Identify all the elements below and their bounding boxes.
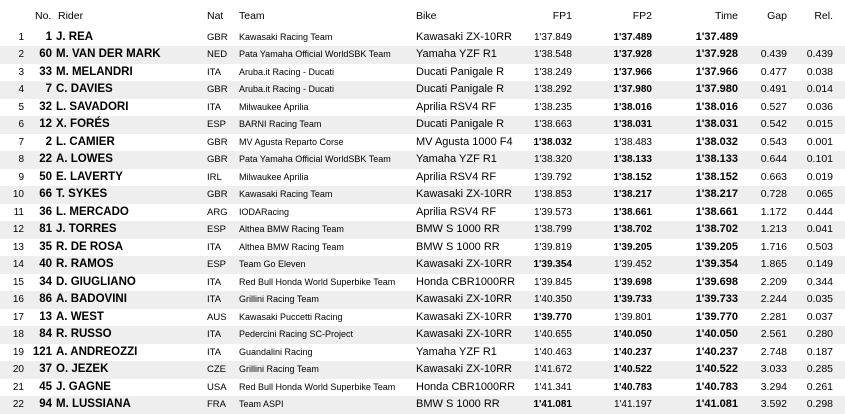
cell-fp1: 1'39.770 <box>533 311 572 323</box>
cell-fp2: 1'38.133 <box>613 154 652 166</box>
cell-rider: A. ANDREOZZI <box>56 345 138 358</box>
cell-pos: 9 <box>18 171 24 183</box>
cell-team: IODARacing <box>239 206 290 217</box>
cell-team: Red Bull Honda World Superbike Team <box>239 276 396 287</box>
cell-time: 1'38.661 <box>695 205 738 218</box>
cell-rel: 0.439 <box>806 48 833 61</box>
cell-fp1: 1'39.573 <box>533 206 572 218</box>
cell-fp1: 1'40.350 <box>533 294 572 306</box>
cell-time: 1'39.770 <box>695 310 738 323</box>
cell-time: 1'37.928 <box>695 48 738 61</box>
cell-nat: GBR <box>207 84 228 96</box>
cell-bike: Kawasaki ZX-10RR <box>416 363 512 376</box>
cell-gap: 1.865 <box>760 258 787 271</box>
cell-rel: 0.038 <box>806 65 833 78</box>
cell-nat: ITA <box>207 276 222 288</box>
cell-time: 1'37.489 <box>695 30 738 43</box>
cell-rel: 0.037 <box>806 310 833 323</box>
cell-rider: L. CAMIER <box>56 135 115 148</box>
cell-bike: Yamaha YZF R1 <box>416 48 497 61</box>
cell-fp1: 1'38.320 <box>533 154 572 166</box>
cell-time: 1'40.237 <box>695 345 738 358</box>
cell-bike: BMW S 1000 RR <box>416 240 500 253</box>
cell-bike: BMW S 1000 RR <box>416 398 500 411</box>
cell-team: Grillini Racing Team <box>239 294 319 305</box>
header-fp1: FP1 <box>552 10 572 22</box>
cell-rider: J. REA <box>56 30 94 43</box>
header-rider: Rider <box>58 10 84 22</box>
cell-rel: 0.344 <box>806 275 833 288</box>
cell-team: Pata Yamaha Official WorldSBK Team <box>239 49 391 60</box>
header-fp2: FP2 <box>632 10 652 22</box>
cell-fp1: 1'39.819 <box>533 241 572 253</box>
cell-bike: Honda CBR1000RR <box>416 380 516 393</box>
cell-gap: 1.172 <box>760 205 787 218</box>
table-row <box>0 134 845 152</box>
cell-rider: A. BADOVINI <box>56 293 127 306</box>
cell-fp1: 1'40.655 <box>533 329 572 341</box>
cell-rel: 0.015 <box>806 118 833 131</box>
cell-bike: Kawasaki ZX-10RR <box>416 30 512 43</box>
cell-nat: ITA <box>207 66 222 78</box>
table-row <box>0 116 845 134</box>
cell-pos: 21 <box>12 381 24 393</box>
cell-rel: 0.261 <box>806 380 833 393</box>
cell-pos: 2 <box>18 49 24 61</box>
cell-rider: J. TORRES <box>56 223 117 236</box>
cell-nat: ITA <box>207 101 222 113</box>
cell-fp1: 1'39.792 <box>533 171 572 183</box>
cell-bike: Aprilia RSV4 RF <box>416 100 497 113</box>
cell-rider: C. DAVIES <box>56 83 113 96</box>
cell-gap: 3.294 <box>760 380 787 393</box>
header-gap: Gap <box>767 10 787 22</box>
cell-rel: 0.503 <box>806 240 833 253</box>
cell-time: 1'39.733 <box>695 293 738 306</box>
cell-fp2: 1'38.031 <box>613 119 652 131</box>
cell-team: MV Agusta Reparto Corse <box>239 136 344 147</box>
cell-no: 94 <box>39 398 52 411</box>
cell-fp1: 1'41.341 <box>533 381 572 393</box>
cell-rider: R. DE ROSA <box>56 240 124 253</box>
cell-bike: Kawasaki ZX-10RR <box>416 258 512 271</box>
table-row <box>0 326 845 344</box>
cell-nat: ESP <box>207 224 227 236</box>
cell-pos: 17 <box>12 311 24 323</box>
cell-no: 7 <box>45 83 52 96</box>
cell-no: 40 <box>39 258 52 271</box>
cell-no: 36 <box>39 205 52 218</box>
cell-gap: 0.491 <box>760 83 787 96</box>
cell-rel: 0.149 <box>806 258 833 271</box>
header-no: No. <box>35 10 52 22</box>
cell-no: 37 <box>39 363 52 376</box>
cell-rider: L. SAVADORI <box>56 100 129 113</box>
cell-gap: 2.244 <box>760 293 787 306</box>
cell-pos: 20 <box>12 364 24 376</box>
cell-rel: 0.036 <box>806 100 833 113</box>
cell-bike: Ducati Panigale R <box>416 65 505 78</box>
cell-gap: 0.728 <box>760 188 787 201</box>
cell-nat: GBR <box>207 154 228 166</box>
cell-no: 1 <box>45 30 52 43</box>
cell-time: 1'38.031 <box>695 118 738 131</box>
cell-time: 1'39.205 <box>695 240 738 253</box>
cell-team: Pata Yamaha Official WorldSBK Team <box>239 154 391 165</box>
cell-no: 45 <box>39 380 52 393</box>
table-row <box>0 151 845 169</box>
table-row <box>0 64 845 82</box>
cell-nat: ESP <box>207 119 227 131</box>
cell-time: 1'38.152 <box>695 170 738 183</box>
cell-nat: ITA <box>207 241 222 253</box>
cell-bike: Aprilia RSV4 RF <box>416 205 497 218</box>
table-row <box>0 274 845 292</box>
cell-pos: 14 <box>12 259 24 271</box>
cell-bike: Kawasaki ZX-10RR <box>416 328 512 341</box>
cell-bike: MV Agusta 1000 F4 <box>416 135 513 148</box>
cell-team: Kawasaki Racing Team <box>239 189 333 200</box>
cell-gap: 0.542 <box>760 118 787 131</box>
cell-bike: Aprilia RSV4 RF <box>416 170 497 183</box>
cell-gap: 0.439 <box>760 48 787 61</box>
table-row <box>0 99 845 117</box>
cell-rider: M. MELANDRI <box>56 65 133 78</box>
table-row <box>0 291 845 309</box>
table-row <box>0 221 845 239</box>
cell-pos: 6 <box>18 119 24 131</box>
cell-no: 35 <box>39 240 52 253</box>
cell-time: 1'37.980 <box>695 83 738 96</box>
cell-pos: 22 <box>12 399 24 411</box>
cell-team: Team ASPI <box>239 399 284 410</box>
cell-fp2: 1'38.217 <box>613 189 652 201</box>
cell-fp1: 1'38.548 <box>533 49 572 61</box>
cell-rel: 0.014 <box>806 83 833 96</box>
cell-fp2: 1'39.698 <box>613 276 652 288</box>
cell-team: Milwaukee Aprilia <box>239 171 309 182</box>
cell-team: Team Go Eleven <box>239 259 306 270</box>
cell-fp2: 1'38.152 <box>613 171 652 183</box>
cell-fp2: 1'37.966 <box>613 66 652 78</box>
table-row <box>0 379 845 397</box>
cell-fp2: 1'37.928 <box>613 49 652 61</box>
cell-fp1: 1'39.845 <box>533 276 572 288</box>
cell-rel: 0.280 <box>806 328 833 341</box>
cell-fp2: 1'38.016 <box>613 101 652 113</box>
cell-no: 86 <box>39 293 52 306</box>
cell-rel: 0.001 <box>806 135 833 148</box>
cell-no: 12 <box>39 118 52 131</box>
cell-time: 1'40.050 <box>695 328 738 341</box>
cell-nat: ARG <box>207 206 228 218</box>
cell-fp1: 1'37.849 <box>533 31 572 43</box>
cell-pos: 4 <box>18 84 24 96</box>
cell-bike: Kawasaki ZX-10RR <box>416 188 512 201</box>
cell-rider: M. VAN DER MARK <box>56 48 161 61</box>
cell-time: 1'39.354 <box>695 258 738 271</box>
header-rel: Rel. <box>814 10 833 22</box>
cell-team: Milwaukee Aprilia <box>239 101 309 112</box>
cell-time: 1'38.016 <box>695 100 738 113</box>
cell-bike: Honda CBR1000RR <box>416 275 516 288</box>
cell-team: Guandalini Racing <box>239 346 313 357</box>
cell-gap: 2.561 <box>760 328 787 341</box>
cell-gap: 0.527 <box>760 100 787 113</box>
cell-nat: ITA <box>207 346 222 358</box>
cell-nat: FRA <box>207 399 226 411</box>
cell-fp1: 1'41.672 <box>533 364 572 376</box>
cell-bike: Yamaha YZF R1 <box>416 153 497 166</box>
cell-rider: J. GAGNE <box>56 380 111 393</box>
cell-fp2: 1'40.783 <box>613 381 652 393</box>
cell-pos: 10 <box>12 189 24 201</box>
cell-fp2: 1'40.237 <box>613 346 652 358</box>
cell-fp2: 1'41.197 <box>613 399 652 411</box>
cell-pos: 12 <box>12 224 24 236</box>
table-row <box>0 309 845 327</box>
cell-rider: R. RUSSO <box>56 328 112 341</box>
cell-nat: CZE <box>207 364 226 376</box>
cell-team: Red Bull Honda World Superbike Team <box>239 381 396 392</box>
cell-time: 1'38.702 <box>695 223 738 236</box>
cell-fp2: 1'39.801 <box>613 311 652 323</box>
cell-fp2: 1'37.980 <box>613 84 652 96</box>
cell-bike: Ducati Panigale R <box>416 83 505 96</box>
table-row <box>0 186 845 204</box>
table-row <box>0 344 845 362</box>
cell-no: 2 <box>45 135 52 148</box>
cell-team: Grillini Racing Team <box>239 364 319 375</box>
cell-nat: GBR <box>207 136 228 148</box>
cell-rider: D. GIUGLIANO <box>56 275 136 288</box>
cell-no: 60 <box>39 48 52 61</box>
cell-rel: 0.444 <box>806 205 833 218</box>
header-bike: Bike <box>416 10 437 22</box>
cell-no: 66 <box>39 188 52 201</box>
cell-rel: 0.065 <box>806 188 833 201</box>
table-row <box>0 29 845 47</box>
cell-fp2: 1'39.733 <box>613 294 652 306</box>
table-header <box>0 8 845 26</box>
table-row <box>0 239 845 257</box>
cell-bike: Kawasaki ZX-10RR <box>416 293 512 306</box>
cell-team: Aruba.it Racing - Ducati <box>239 84 335 95</box>
cell-time: 1'39.698 <box>695 275 738 288</box>
cell-fp1: 1'38.249 <box>533 66 572 78</box>
cell-rider: X. FORÉS <box>56 118 110 131</box>
cell-rider: O. JEZEK <box>56 363 109 376</box>
cell-team: Kawasaki Puccetti Racing <box>239 311 343 322</box>
cell-pos: 18 <box>12 329 24 341</box>
cell-rel: 0.101 <box>806 153 833 166</box>
cell-no: 34 <box>39 275 52 288</box>
cell-fp2: 1'37.489 <box>613 31 652 43</box>
cell-fp2: 1'38.702 <box>613 224 652 236</box>
cell-team: Aruba.it Racing - Ducati <box>239 66 335 77</box>
cell-gap: 2.748 <box>760 345 787 358</box>
cell-pos: 13 <box>12 241 24 253</box>
cell-rel: 0.041 <box>806 223 833 236</box>
cell-no: 33 <box>39 65 52 78</box>
cell-fp1: 1'38.663 <box>533 119 572 131</box>
cell-fp2: 1'38.483 <box>613 136 652 148</box>
cell-gap: 0.663 <box>760 170 787 183</box>
cell-rider: T. SYKES <box>56 188 108 201</box>
cell-fp1: 1'39.354 <box>533 259 572 271</box>
cell-pos: 1 <box>18 31 24 43</box>
cell-time: 1'38.217 <box>695 188 738 201</box>
table-row <box>0 46 845 64</box>
cell-pos: 15 <box>12 276 24 288</box>
cell-gap: 3.592 <box>760 398 787 411</box>
cell-fp1: 1'38.853 <box>533 189 572 201</box>
cell-bike: Ducati Panigale R <box>416 118 505 131</box>
cell-bike: BMW S 1000 RR <box>416 223 500 236</box>
table-row <box>0 169 845 187</box>
table-row <box>0 81 845 99</box>
cell-gap: 1.213 <box>760 223 787 236</box>
cell-rel: 0.019 <box>806 170 833 183</box>
table-row <box>0 256 845 274</box>
cell-nat: IRL <box>207 171 222 183</box>
cell-rider: M. LUSSIANA <box>56 398 131 411</box>
cell-no: 22 <box>39 153 52 166</box>
table-row <box>0 361 845 379</box>
cell-fp1: 1'38.235 <box>533 101 572 113</box>
cell-nat: GBR <box>207 31 228 43</box>
cell-rider: L. MERCADO <box>56 205 129 218</box>
cell-fp1: 1'41.081 <box>533 399 572 411</box>
cell-bike: Yamaha YZF R1 <box>416 345 497 358</box>
cell-pos: 19 <box>12 346 24 358</box>
cell-nat: ITA <box>207 294 222 306</box>
cell-pos: 5 <box>18 101 24 113</box>
cell-no: 13 <box>39 310 52 323</box>
cell-bike: Kawasaki ZX-10RR <box>416 310 512 323</box>
header-time: Time <box>715 10 738 22</box>
cell-fp2: 1'39.205 <box>613 241 652 253</box>
cell-nat: USA <box>207 381 227 393</box>
cell-no: 50 <box>39 170 52 183</box>
cell-rel: 0.298 <box>806 398 833 411</box>
cell-time: 1'41.081 <box>695 398 738 411</box>
cell-pos: 8 <box>18 154 24 166</box>
cell-rider: E. LAVERTY <box>56 170 123 183</box>
cell-fp1: 1'38.799 <box>533 224 572 236</box>
cell-team: Kawasaki Racing Team <box>239 31 333 42</box>
cell-fp1: 1'38.032 <box>533 136 572 148</box>
cell-pos: 7 <box>18 136 24 148</box>
cell-pos: 3 <box>18 66 24 78</box>
cell-time: 1'38.133 <box>695 153 738 166</box>
cell-no: 81 <box>39 223 52 236</box>
cell-team: Pedercini Racing SC-Project <box>239 329 354 340</box>
cell-no: 32 <box>39 100 52 113</box>
cell-nat: ITA <box>207 329 222 341</box>
cell-team: Althea BMW Racing Team <box>239 224 344 235</box>
cell-gap: 2.281 <box>760 310 787 323</box>
cell-fp2: 1'40.522 <box>613 364 652 376</box>
cell-gap: 0.477 <box>760 65 787 78</box>
cell-fp2: 1'40.050 <box>613 329 652 341</box>
header-nat: Nat <box>207 10 224 22</box>
cell-nat: NED <box>207 49 228 61</box>
cell-rel: 0.187 <box>806 345 833 358</box>
cell-no: 84 <box>39 328 52 341</box>
cell-gap: 1.716 <box>760 240 787 253</box>
cell-nat: GBR <box>207 189 228 201</box>
cell-rider: A. LOWES <box>56 153 113 166</box>
cell-pos: 16 <box>12 294 24 306</box>
cell-fp2: 1'38.661 <box>613 206 652 218</box>
cell-time: 1'38.032 <box>695 135 738 148</box>
table-row <box>0 204 845 222</box>
cell-nat: ESP <box>207 259 227 271</box>
header-team: Team <box>239 10 265 22</box>
cell-gap: 2.209 <box>760 275 787 288</box>
cell-rel: 0.035 <box>806 293 833 306</box>
cell-gap: 3.033 <box>760 363 787 376</box>
cell-gap: 0.543 <box>760 135 787 148</box>
cell-fp2: 1'39.452 <box>613 259 652 271</box>
cell-team: Althea BMW Racing Team <box>239 241 344 252</box>
cell-pos: 11 <box>13 206 24 218</box>
cell-time: 1'37.966 <box>695 65 738 78</box>
cell-rider: R. RAMOS <box>56 258 114 271</box>
cell-fp1: 1'38.292 <box>533 84 572 96</box>
table-row <box>0 396 845 414</box>
cell-rider: A. WEST <box>56 310 104 323</box>
cell-nat: AUS <box>207 311 227 323</box>
cell-gap: 0.644 <box>760 153 787 166</box>
cell-fp1: 1'40.463 <box>533 346 572 358</box>
cell-rel: 0.285 <box>806 363 833 376</box>
cell-time: 1'40.522 <box>695 363 738 376</box>
cell-time: 1'40.783 <box>695 380 738 393</box>
cell-no: 121 <box>32 345 52 358</box>
cell-team: BARNI Racing Team <box>239 119 322 130</box>
